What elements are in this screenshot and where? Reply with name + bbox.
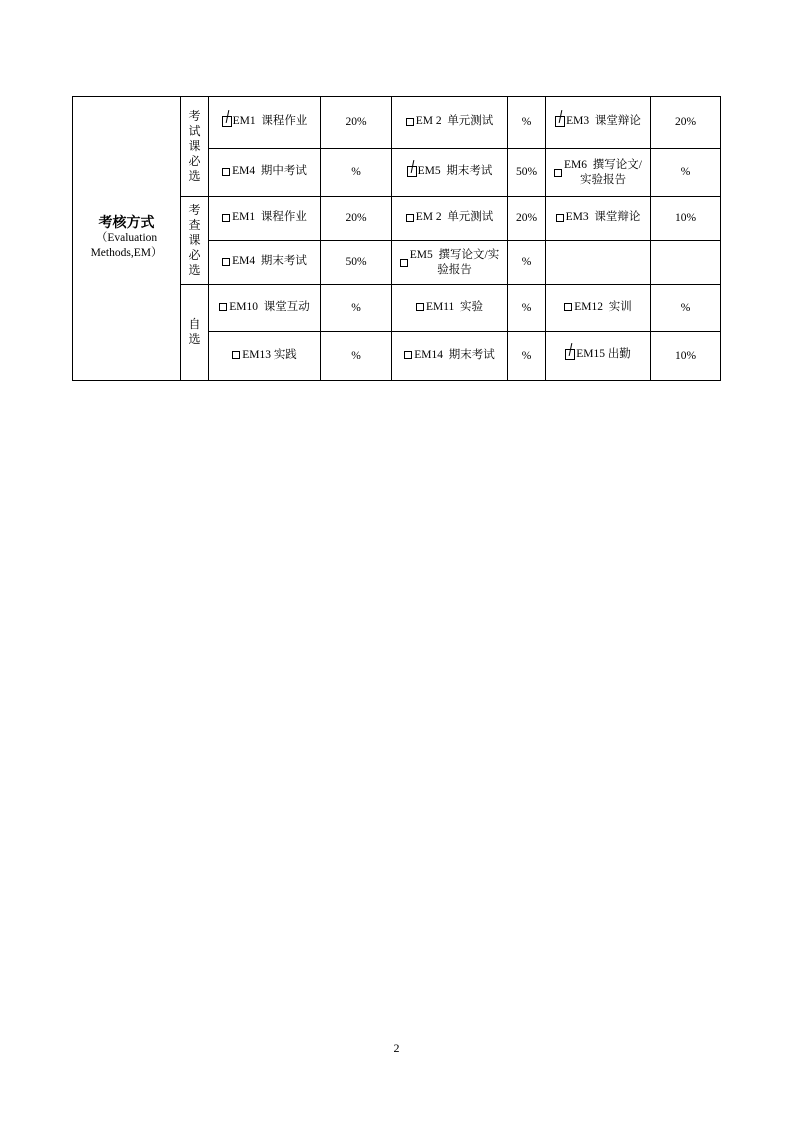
checkbox-icon[interactable] — [406, 214, 414, 222]
percentage-cell: 50% — [321, 241, 392, 285]
section-subtitle-line1: （Evaluation — [95, 232, 158, 244]
method-label-wrap — [426, 300, 483, 315]
group-label-exam: 考试课必选 — [188, 108, 201, 183]
method-label-wrap — [566, 114, 641, 129]
method-cell — [209, 241, 321, 285]
method-cell — [392, 97, 508, 149]
method-option[interactable] — [222, 114, 308, 129]
method-label-wrap — [416, 210, 494, 225]
group-label-check: 考查课必选 — [188, 202, 201, 277]
percentage-cell: % — [651, 285, 721, 332]
method-label-wrap — [418, 164, 493, 179]
section-subtitle-line2: Methods,EM） — [90, 247, 163, 259]
method-label: EM12 实训 — [574, 300, 632, 313]
evaluation-methods-table — [72, 96, 721, 381]
percentage-cell: % — [651, 149, 721, 197]
group-label-optional: 自选 — [188, 317, 201, 346]
percentage-cell: 20% — [508, 197, 546, 241]
method-label: EM6 撰写论文/ — [564, 158, 642, 171]
method-label-wrap — [574, 300, 632, 315]
checkbox-icon[interactable] — [232, 351, 240, 359]
checked-checkbox-icon[interactable] — [565, 349, 575, 360]
method-cell — [209, 285, 321, 332]
checkbox-icon[interactable] — [400, 259, 408, 267]
method-label: EM 2 单元测试 — [415, 211, 494, 224]
percentage-cell: 50% — [508, 149, 546, 197]
method-cell — [209, 197, 321, 241]
percentage-cell: % — [508, 97, 546, 149]
method-label-line2: 验报告 — [437, 263, 472, 276]
method-label-wrap — [416, 114, 494, 129]
percentage-cell: % — [508, 285, 546, 332]
method-label-wrap — [414, 348, 495, 363]
checkbox-icon[interactable] — [404, 351, 412, 359]
method-cell — [546, 97, 651, 149]
method-label-wrap — [242, 348, 297, 363]
method-cell — [546, 285, 651, 332]
checkbox-icon[interactable] — [222, 168, 230, 176]
method-cell — [546, 197, 651, 241]
method-label: EM1 课程作业 — [232, 114, 308, 127]
method-label-wrap — [564, 158, 642, 188]
method-option[interactable] — [232, 348, 297, 363]
method-cell — [392, 149, 508, 197]
method-label: EM4 期中考试 — [232, 165, 307, 178]
method-cell — [209, 97, 321, 149]
method-option[interactable] — [416, 300, 483, 315]
percentage-cell: % — [508, 332, 546, 381]
method-option[interactable] — [222, 164, 307, 179]
method-cell — [546, 332, 651, 381]
method-cell — [392, 197, 508, 241]
checkbox-icon[interactable] — [222, 214, 230, 222]
checked-checkbox-icon[interactable] — [222, 116, 232, 127]
percentage-cell: 10% — [651, 197, 721, 241]
method-option[interactable] — [556, 210, 641, 225]
method-cell — [209, 332, 321, 381]
percentage-cell: % — [508, 241, 546, 285]
method-label-wrap — [232, 210, 307, 225]
percentage-cell — [651, 241, 721, 285]
method-label-line2: 实验报告 — [579, 173, 626, 186]
method-label-wrap — [232, 254, 307, 269]
checkbox-icon[interactable] — [554, 169, 562, 177]
group-label-cell — [181, 197, 209, 285]
method-label: EM5 撰写论文/实 — [409, 248, 500, 261]
method-option[interactable] — [406, 114, 494, 129]
method-cell — [546, 149, 651, 197]
checkbox-icon[interactable] — [406, 118, 414, 126]
method-label: EM4 期末考试 — [232, 255, 307, 268]
checkbox-icon[interactable] — [416, 303, 424, 311]
percentage-cell: 10% — [651, 332, 721, 381]
method-label-wrap — [229, 300, 310, 315]
method-option[interactable] — [555, 114, 641, 129]
percentage-cell: % — [321, 149, 392, 197]
method-option[interactable] — [222, 210, 307, 225]
method-option[interactable] — [564, 300, 632, 315]
percentage-cell: % — [321, 285, 392, 332]
method-option[interactable] — [400, 248, 499, 278]
method-option[interactable] — [565, 347, 631, 362]
method-label: EM14 期末考试 — [414, 348, 495, 361]
method-label-wrap — [576, 347, 631, 362]
checkbox-icon[interactable] — [564, 303, 572, 311]
method-option[interactable] — [222, 254, 307, 269]
method-label: EM3 课堂辩论 — [566, 114, 641, 127]
method-cell — [546, 241, 651, 285]
checked-checkbox-icon[interactable] — [555, 116, 565, 127]
method-label: EM10 课堂互动 — [229, 300, 310, 313]
percentage-cell: 20% — [321, 97, 392, 149]
method-label: EM5 期末考试 — [417, 164, 493, 177]
group-label-cell — [181, 97, 209, 197]
method-option[interactable] — [407, 164, 493, 179]
checkbox-icon[interactable] — [222, 258, 230, 266]
method-label: EM13 实践 — [242, 348, 297, 361]
percentage-cell: 20% — [321, 197, 392, 241]
method-option[interactable] — [404, 348, 495, 363]
method-cell — [392, 241, 508, 285]
percentage-cell: % — [321, 332, 392, 381]
checkbox-icon[interactable] — [219, 303, 227, 311]
method-label: EM11 实验 — [425, 300, 484, 313]
method-label: EM1 课程作业 — [232, 211, 307, 224]
method-label: EM3 课堂辩论 — [565, 211, 641, 224]
heading-cell — [73, 97, 181, 381]
method-cell — [392, 285, 508, 332]
table-row — [73, 97, 721, 149]
percentage-cell: 20% — [651, 97, 721, 149]
method-label: EM 2 单元测试 — [415, 115, 494, 128]
group-label-cell — [181, 285, 209, 381]
method-label-wrap — [233, 114, 308, 129]
section-title: 考核方式 — [98, 215, 155, 231]
method-option[interactable] — [554, 158, 642, 188]
method-label-wrap — [410, 248, 499, 278]
checkbox-icon[interactable] — [556, 214, 564, 222]
method-label-wrap — [232, 164, 307, 179]
method-cell — [392, 332, 508, 381]
checked-checkbox-icon[interactable] — [407, 166, 417, 177]
page-number: 2 — [393, 1041, 400, 1055]
method-cell — [209, 149, 321, 197]
method-option[interactable] — [406, 210, 494, 225]
method-label-wrap — [566, 210, 641, 225]
method-label: EM15 出勤 — [576, 348, 631, 360]
method-option[interactable] — [219, 300, 310, 315]
